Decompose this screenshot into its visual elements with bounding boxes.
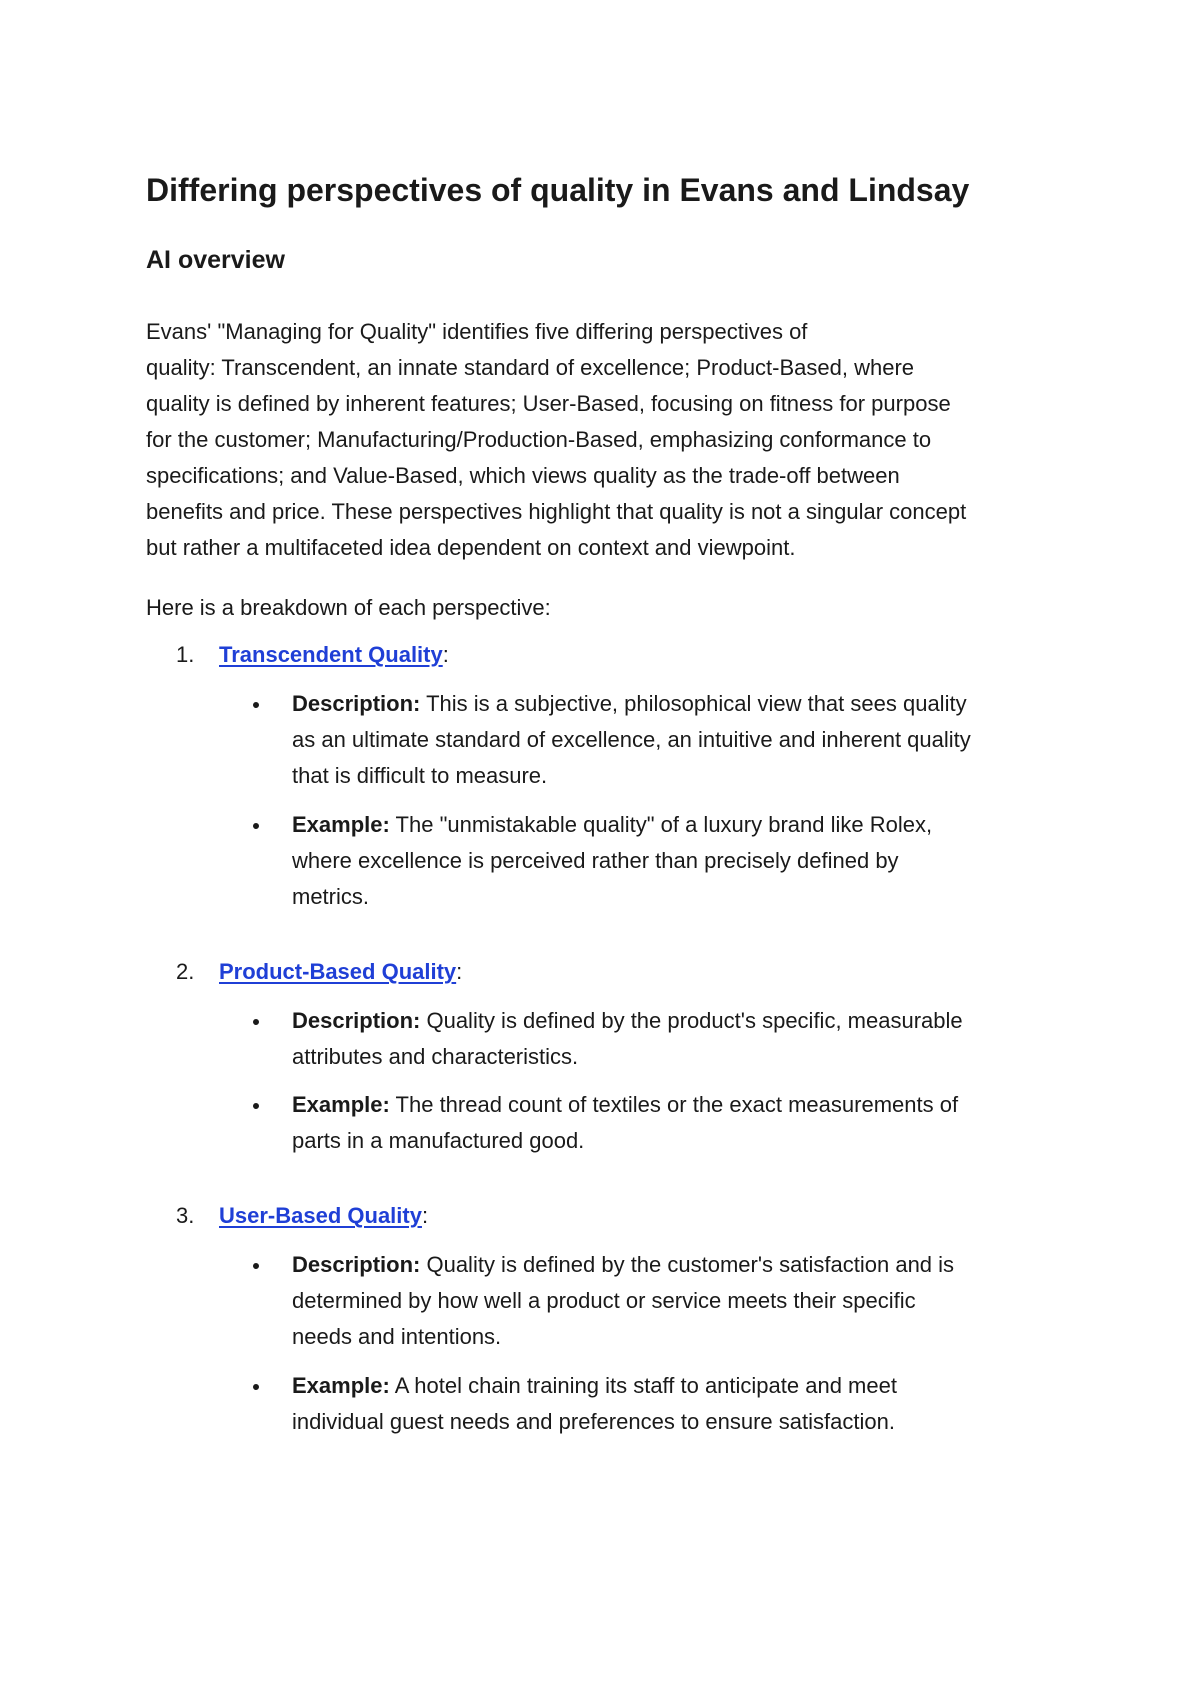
intro-line: benefits and price. These perspectives highlight that quality is not a singular concept bbox=[146, 499, 967, 524]
transcendent-quality-link[interactable]: Transcendent Quality bbox=[219, 642, 443, 667]
bullet-text: The thread count of textiles or the exact measurements of bbox=[389, 1092, 959, 1117]
bullet-label: Description: bbox=[292, 691, 421, 716]
bullet-line bbox=[292, 1087, 1072, 1123]
bullet-label: Description: bbox=[292, 1008, 421, 1033]
section-number: 3. bbox=[176, 1203, 195, 1228]
bullet-line: metrics. bbox=[292, 884, 369, 909]
bullet-dot-icon bbox=[253, 823, 259, 829]
intro-line: for the customer; Manufacturing/Production-Based, emphasizing conformance to bbox=[146, 427, 932, 452]
bullet-label: Example: bbox=[292, 1092, 390, 1117]
intro-paragraph bbox=[146, 314, 1066, 566]
bullet-body bbox=[292, 807, 1072, 915]
bullet-text: Quality is defined by the customer's satisfaction and is bbox=[420, 1252, 955, 1277]
section-link-wrapper bbox=[219, 637, 449, 673]
bullet-line: parts in a manufactured good. bbox=[292, 1128, 585, 1153]
bullet-line bbox=[292, 1003, 1072, 1039]
bullet-text: This is a subjective, philosophical view that sees quality bbox=[420, 691, 967, 716]
bullet-body bbox=[292, 686, 1072, 794]
bullet-label: Example: bbox=[292, 812, 390, 837]
bullet-text: Quality is defined by the product's specific, measurable bbox=[420, 1008, 963, 1033]
bullet-line bbox=[292, 1247, 1072, 1283]
section-number: 2. bbox=[176, 959, 195, 984]
intro-line: specifications; and Value-Based, which views quality as the trade-off between bbox=[146, 463, 900, 488]
bullet-dot-icon bbox=[253, 1019, 259, 1025]
intro-line: quality: Transcendent, an innate standard of excellence; Product-Based, where bbox=[146, 355, 915, 380]
document-title: Differing perspectives of quality in Evans and Lindsay bbox=[146, 172, 970, 208]
bullet-dot-icon bbox=[253, 1384, 259, 1390]
bullet-text: The "unmistakable quality" of a luxury brand like Rolex, bbox=[389, 812, 933, 837]
section-link-wrapper bbox=[219, 954, 462, 990]
section-colon: : bbox=[421, 1203, 429, 1228]
bullet-line bbox=[292, 1368, 1072, 1404]
intro-line: Evans' "Managing for Quality" identifies five differing perspectives of bbox=[146, 319, 808, 344]
bullet-line: individual guest needs and preferences to ensure satisfaction. bbox=[292, 1409, 895, 1434]
intro-line: quality is defined by inherent features; User-Based, focusing on fitness for purpose bbox=[146, 391, 951, 416]
bullet-line bbox=[292, 686, 1072, 722]
bullet-line: attributes and characteristics. bbox=[292, 1044, 579, 1069]
section-colon: : bbox=[456, 959, 463, 984]
bullet-text: A hotel chain training its staff to anticipate and meet bbox=[389, 1373, 897, 1398]
bullet-body bbox=[292, 1087, 1072, 1159]
section-number: 1. bbox=[176, 642, 195, 667]
bullet-dot-icon bbox=[253, 1263, 259, 1269]
bullet-line: determined by how well a product or service meets their specific bbox=[292, 1288, 916, 1313]
bullet-label: Description: bbox=[292, 1252, 421, 1277]
bullet-dot-icon bbox=[253, 702, 259, 708]
section-link-wrapper bbox=[219, 1198, 428, 1234]
bullet-line: where excellence is perceived rather than precisely defined by bbox=[292, 848, 899, 873]
breakdown-intro: Here is a breakdown of each perspective: bbox=[146, 595, 551, 620]
bullet-line bbox=[292, 807, 1072, 843]
document-subtitle: AI overview bbox=[146, 246, 285, 274]
user-based-quality-link[interactable]: User-Based Quality bbox=[219, 1203, 422, 1228]
bullet-body bbox=[292, 1003, 1072, 1075]
bullet-body bbox=[292, 1247, 1072, 1355]
section-colon: : bbox=[442, 642, 449, 667]
product-based-quality-link[interactable]: Product-Based Quality bbox=[219, 959, 457, 984]
intro-line: but rather a multifaceted idea dependent on context and viewpoint. bbox=[146, 535, 796, 560]
bullet-dot-icon bbox=[253, 1103, 259, 1109]
bullet-line: as an ultimate standard of excellence, an intuitive and inherent quality bbox=[292, 727, 971, 752]
bullet-line: that is difficult to measure. bbox=[292, 763, 548, 788]
bullet-body bbox=[292, 1368, 1072, 1440]
bullet-label: Example: bbox=[292, 1373, 390, 1398]
bullet-line: needs and intentions. bbox=[292, 1324, 502, 1349]
